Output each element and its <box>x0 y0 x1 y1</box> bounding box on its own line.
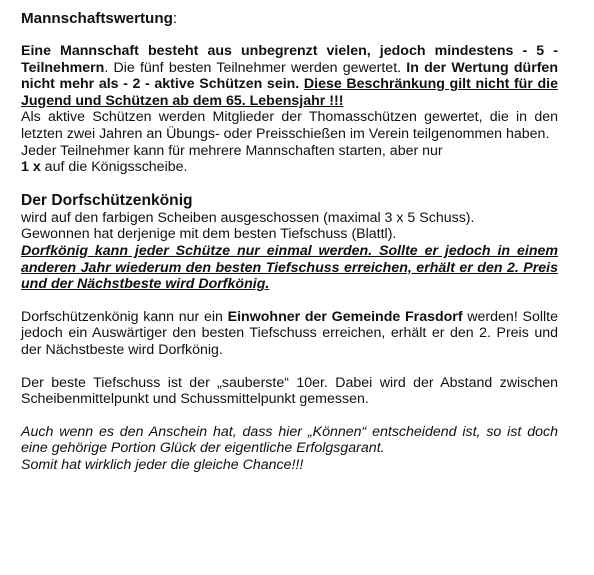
spacer <box>21 408 558 424</box>
luck-text: Auch wenn es den Anschein hat, dass hier „Können“ entscheidend ist, so ist doch eine gehörige Portion Glück der eigentliche Erfolgsgarant. <box>21 423 558 457</box>
winner-line: Gewonnen hat derjenige mit dem besten Tiefschuss (Blattl). <box>21 226 397 243</box>
kings-target-text: auf die Königsscheibe. <box>40 159 188 176</box>
spacer <box>21 293 558 309</box>
paragraph-multiple-teams <box>21 143 558 176</box>
section-title-dorfschuetzenkoenig: Der Dorfschützenkönig <box>21 191 193 209</box>
paragraph-active-shooters: Als aktive Schützen werden Mitglieder der Thomasschützen gewertet, die in den letzten zwei Jahren an Übungs- oder Preisschießen im Verein teilgenommen haben. <box>21 109 558 142</box>
paragraph-king-once <box>21 243 558 293</box>
section-title-mannschaftswertung <box>21 10 558 28</box>
multiple-teams-text: Jeder Teilnehmer kann für mehrere Mannschaften starten, aber nur <box>21 142 443 159</box>
king-shooting-line: wird auf den farbigen Scheiben ausgeschossen (maximal 3 x 5 Schuss). <box>21 209 475 226</box>
spacer <box>21 176 558 192</box>
paragraph-king-shooting <box>21 210 558 243</box>
once-emphasis: 1 x <box>21 159 41 176</box>
paragraph-resident-rule <box>21 309 558 359</box>
resident-text-end: werden! Sollte jedoch ein Auswärtiger den besten Tiefschuss erreichen, erhält er den 2. Preis und der Nächstbeste wird Dorfkönig. <box>21 308 558 358</box>
section-title-text: Mannschaftswertung <box>21 10 173 27</box>
paragraph-team-rules <box>21 43 558 109</box>
equal-chance-text: Somit hat wirklich jeder die gleiche Chance!!! <box>21 456 304 473</box>
team-scoring-text: . Die fünf besten Teilnehmer werden gewertet. <box>104 59 407 76</box>
paragraph-luck <box>21 424 558 474</box>
active-shooters-rule: In der Wertung dürfen nicht mehr als - 2 - aktive Schützen sein. <box>21 59 558 93</box>
paragraph-best-shot: Der beste Tiefschuss ist der „sauberste“ 10er. Dabei wird der Abstand zwischen Scheibenmittelpunkt und Schussmittelpunkt gemessen. <box>21 374 558 408</box>
spacer <box>21 359 558 375</box>
team-size-rule: Eine Mannschaft besteht aus unbegrenzt vielen, jedoch mindestens - 5 - Teilnehmern <box>21 43 558 76</box>
resident-text-start: Dorfschützenkönig kann nur ein <box>21 308 228 325</box>
resident-emphasis: Einwohner der Gemeinde Frasdorf <box>227 308 463 325</box>
king-once-rule: Dorfkönig kann jeder Schütze nur einmal werden. Sollte er jedoch in einem anderen Jahr wiederum den besten Tiefschuss erreichen, erhält er den 2. Preis und der Nächstbeste wird Dorfkönig. <box>21 242 558 293</box>
section-title-colon: : <box>172 10 178 27</box>
restriction-exception: Diese Beschränkung gilt nicht für die Jugend und Schützen ab dem 65. Lebensjahr !!! <box>21 76 558 109</box>
